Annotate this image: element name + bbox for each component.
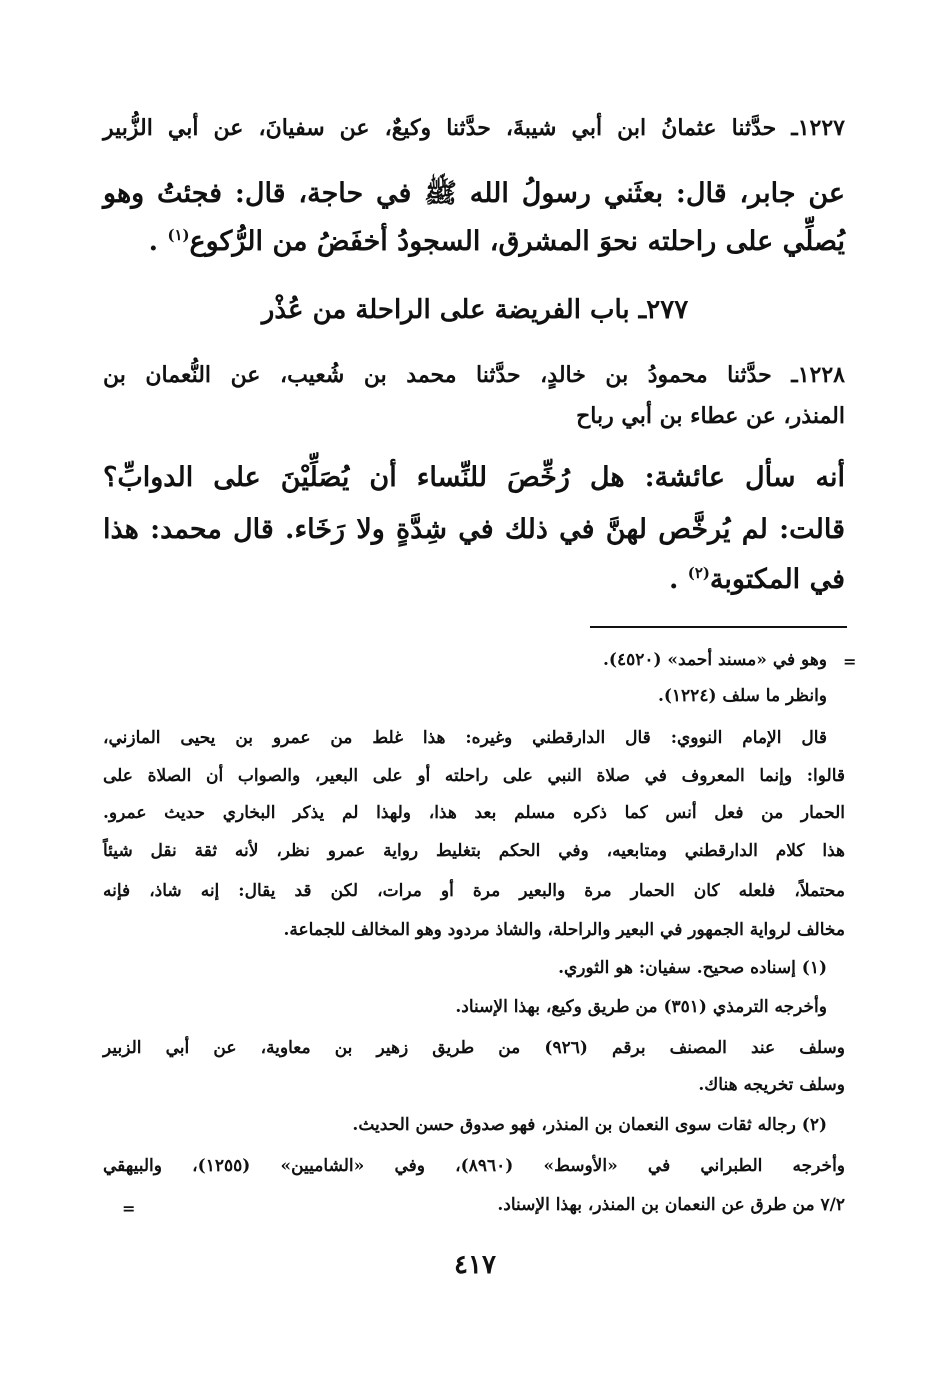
hadith-1227-line-1: ١٢٢٧ـ حدَّثنا عثمانُ ابن أبي شيبةَ، حدَّثنا وكيعٌ، عن سفيانَ، عن أبي الزُّبير	[103, 115, 845, 141]
footnote-line: وسلف عند المصنف برقم (٩٢٦) من طريق زهير بن معاوية، عن أبي الزبير	[103, 1038, 845, 1058]
footnote-line: الحمار من فعل أنس كما ذكره مسلم بعد هذا، ولهذا لم يذكر البخاري حديث عمرو.	[103, 803, 845, 823]
hadith-1227-line-3	[103, 228, 845, 255]
footnote-1: (١) إسناده صحيح. سفيان: هو الثوري.	[558, 958, 827, 978]
footnote-2: (٢) رجاله ثقات سوى النعمان بن المنذر، فهو صدوق حسن الحديث.	[352, 1115, 827, 1135]
footnote-line: وأخرجه الترمذي (٣٥١) من طريق وكيع، بهذا الإسناد.	[455, 997, 827, 1017]
footnote-line: مخالف لرواية الجمهور في البعير والراحلة، والشاذ مردود وهو المخالف للجماعة.	[283, 920, 845, 940]
hadith-1228-line-4: قالت: لم يُرخَّص لهنَّ في ذلك في شِدَّةٍ ولا رَخَاء. قال محمد: هذا	[103, 514, 845, 545]
chapter-heading: ٢٧٧ـ باب الفريضة على الراحلة من عُذْر	[261, 295, 689, 325]
hadith-1228-line-1: ١٢٢٨ـ حدَّثنا محمودُ بن خالدٍ، حدَّثنا محمد بن شُعيب، عن النُّعمان بن	[103, 362, 845, 388]
footnote-line: قال الإمام النووي: قال الدارقطني وغيره: هذا غلط من عمرو بن يحيى المازني،	[103, 728, 827, 748]
footnote-ref-1: (١)	[167, 226, 190, 244]
continuation-mark-top: =	[843, 652, 857, 671]
hadith-1228-line-3: أنه سأل عائشة: هل رُخِّصَ للنِّساء أن يُصَلِّيْنَ على الدوابِّ؟	[103, 462, 845, 493]
continuation-mark-bottom: =	[122, 1199, 136, 1218]
hadith-1227-line-3-end: .	[148, 226, 168, 257]
footnote-line: ٧/٢ من طرق عن النعمان بن المنذر، بهذا الإسناد.	[497, 1195, 845, 1215]
hadith-1228-line-5-end: .	[668, 564, 688, 595]
footnote-divider	[590, 626, 847, 628]
hadith-1228-line-5-text: في المكتوبة	[709, 564, 845, 595]
footnote-line: وأخرجه الطبراني في «الأوسط» (٨٩٦٠)، وفي «الشاميين» (١٢٥٥)، والبيهقي	[103, 1156, 845, 1176]
hadith-1228-line-5	[103, 566, 845, 593]
hadith-1227-line-2: عن جابر، قال: بعثَني رسولُ الله ﷺ في حاجة، قال: فجئتُ وهو	[103, 178, 845, 209]
footnote-line: محتملاً، فلعله كان الحمار مرة والبعير مرة أو مرات، لكن قد يقال: إنه شاذ، فإنه	[103, 881, 845, 901]
hadith-1228-line-2: المنذر، عن عطاء بن أبي رباح	[576, 403, 845, 429]
hadith-1227-line-3-text: يُصلِّي على راحلته نحوَ المشرق، السجودُ أخفَضُ من الرُّكوع	[189, 226, 845, 257]
footnote-line: قالوا: وإنما المعروف في صلاة النبي على راحلته أو على البعير، والصواب أن الصلاة على	[103, 766, 845, 786]
page-number: ٤١٧	[454, 1250, 496, 1280]
footnote-line: هذا كلام الدارقطني ومتابعيه، وفي الحكم بتغليط رواية عمرو نظر، لأنه ثقة نقل شيئاً	[103, 841, 845, 861]
footnote-line: وهو في «مسند أحمد» (٤٥٢٠).	[602, 650, 827, 670]
footnote-line: وانظر ما سلف (١٢٢٤).	[657, 686, 827, 706]
footnote-line: وسلف تخريجه هناك.	[698, 1075, 845, 1095]
footnote-ref-2: (٢)	[687, 564, 710, 582]
